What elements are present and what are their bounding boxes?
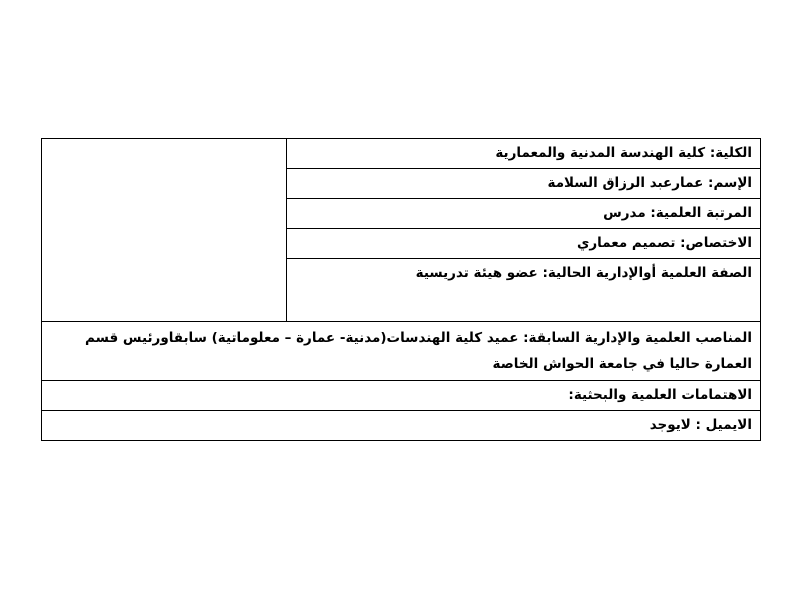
row-email <box>42 411 761 441</box>
email-cell: الايميل : لايوجد <box>42 411 761 441</box>
specialization-cell: الاختصاص: تصميم معماري <box>287 229 761 259</box>
row-research-interests <box>42 381 761 411</box>
cv-table <box>41 138 761 441</box>
photo-cell <box>42 139 287 322</box>
rank-cell: المرتبة العلمية: مدرس <box>287 199 761 229</box>
current-position-cell: الصفة العلمية أوالإدارية الحالية: عضو هيئة تدريسية <box>287 259 761 322</box>
name-cell: الإسم: عمارعبد الرزاق السلامة <box>287 169 761 199</box>
research-interests-cell: الاهتمامات العلمية والبحثية: <box>42 381 761 411</box>
previous-positions-cell: المناصب العلمية والإدارية السابقة: عميد كلية الهندسات(مدنية- عمارة – معلوماتية) سابقاورئيس قسم العمارة حاليا في جامعة الحواش الخاصة <box>42 322 761 381</box>
row-previous-positions <box>42 322 761 381</box>
faculty-cell: الكلية: كلية الهندسة المدنية والمعمارية <box>287 139 761 169</box>
row-faculty <box>42 139 761 169</box>
